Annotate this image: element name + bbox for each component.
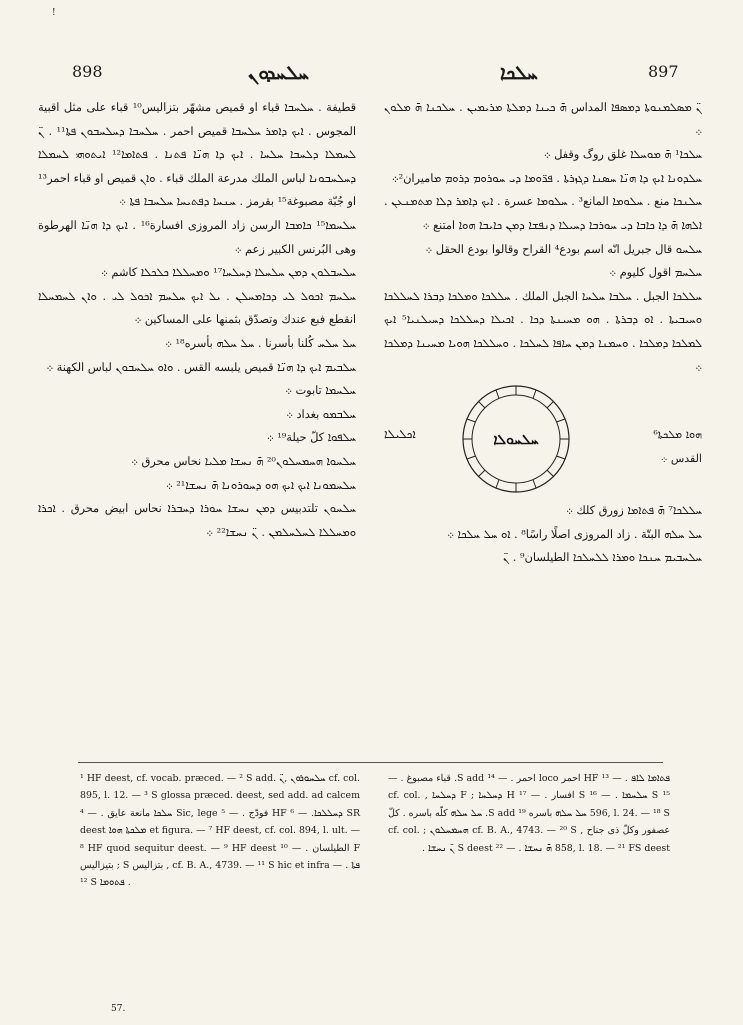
page-number-right: 897	[648, 62, 679, 81]
entry: ܚܠܚܡ ܐܟܘܠ ܠܝ ܕܟܐܡܚܠܢ . ܝܠ ܐܝܟ ܚܠܚܡ ܐܟܘܠ ܠܝ . ܘܐܢ ܠܚܡܚܠܐ انقطع فبع عندك وتصدّق بثمنها على المساكين ܀	[38, 289, 356, 327]
entry: ܚܠܚܡܐ تابوت ܀	[285, 384, 356, 398]
circular-seal-figure	[460, 383, 572, 495]
entry: ܚܠܚܡܐ¹⁵ ܟܐܡܒܐ الرسن زاد المروزى افسارة¹⁶ . ܐܝܟ ܕܐ ܗܢ̈ܐ الهرطوة وهى البُرنس الكبير زعم ܀	[38, 218, 356, 256]
entry: ܚܠܚܡܘܢܐ ܐܝܟ ܐܝܟ ܗܘ ܕܚܘܪܘܢܐ ܗ̄ ܢܚܫܐ²¹ ܀	[165, 478, 356, 492]
entry: ܚܠ ܚܠܚ كُلنا بأسرنا . ܚܠ ܚܠܗ بأسره¹⁸ ܀	[165, 336, 356, 350]
page-number-left: 898	[72, 62, 103, 81]
entry: ܚܠܕܘܢܐ ܐܝܟ ܕܐ ܗܢ̈ܐ ܚܣܢܐ ܕܓܙܪܬܐ . ܦܪ̈ܘܡܐ ܕܝ ܚܘܪܘܡ ܕܪܘܡ ܡاميران²܀	[391, 171, 702, 185]
entry: ܚܠܠܟܐ⁷ ܗ̄ ܦܬܐܡܐ زورق كلك ܀	[566, 504, 702, 518]
column-897	[384, 96, 702, 570]
footnotes-right: ܦܬܐܡܐ ܠܐܦ . — ¹³ HF احمر loco احمر . — ¹⁴ S add. قباء مصبوغ . — ¹⁵ S ܚܠܚܡܐ . — ¹⁶ S افسار . — ¹⁷ H ܕܚܠܚܐ ; F ܕܚܠܚܐ , cf. col. 596, l. 24. — ¹⁸ S ܚܠ ܚܠܗ باسره ¹⁹ S add. ܚܠ ܚܠܗ كلّه باسره . كلّ عصفور وكلّ ذى جناح , cf. B. A., 4743. — ²⁰ S ܗܚܡܚܠܘܢ ; cf. col. 858, l. 18. — ²¹ FS deest ܗ̄ ܢܚܫܐ . — ²² S deest ܢ̈ ܢܚܫܐ .	[388, 773, 671, 854]
seal-caption-line: القدس ܀	[660, 451, 702, 465]
margin-mark: !	[52, 8, 56, 18]
entry: ܚܠܒܝܡ ܐܝܟ ܕܐ ܗܢ̈ܐ قميص يلبسه القس . ܘܐܘ ܚܠܚܒܘܢ لباس الكهنة ܀	[46, 360, 356, 374]
entry: ܚܠܚܘܢ تلتدبيس ܕܡܢ ܢܚܫܐ ܚܘܪܐ ܕܚܒܪܐ نحاس ابيض محرق . ܐܟܪܐ ܘܡܚܠܠܐ ܠܚܠܚܠܡܢ . ܢ̈ ܢܚܫܐ²² ܀	[38, 502, 356, 539]
entry: قطيفة . ܚܠܚܒܐ قباء او قميص مشهّر بتزاليس¹⁰ قباء على مثل اقبية المجوس . ܐܝܟ ܕܐܡܪ ܚܠܚܒܐ قميص احمر . ܚܠܚܒܐ ܕܚܠܚܒܘܢ ܦܬܐ¹¹ . ܢ̈ ܠܚܡܠܐ ܕܠܚܒܐ ܚܠܚܐ . ܐܝܟ ܕܐ ܗܢ̈ܐ ܦܬܢܐ . ܦܬܐܡܐ¹² ܐܝܬܘܗܝ ܠܚܡܠܐ ܕܚܠܚܒܘܢܐ لباس الملك مدرعة الملك قباء . ܘܐܢ قميص او قباء احمر¹³ او جُبّة مصبوغة¹⁵ بقرمز . ܚܢܚܐ ܕܦܬܝܚܐ ܚܠܚܒܐ ܦܬܐ ܀	[38, 101, 356, 209]
entry: ܚܠܢܟܐ منع . ܚܠܘܡܐ المانع³ . ܚܠܘܡܐ عسرة . ܐܝܟ ܕܐܡܪ ܕܠܐ ܡܬܡܢܥܢ . ܐܠܗܐ ܗ̄ ܕܐ ܟܐܒܐ ܕܝ ܚܘܪܒܐ ܕܚܝܠܐ ܕܢܦܫܐ ܕܡܢ ܟܐܝܒܐ ܗܘܐ امتنع ܀	[384, 195, 702, 232]
running-title-right: ܚܠܟܐ	[500, 62, 538, 84]
entry: ܢ̈ ܡܣܠܡܢܘܬܐ ܕܡܣܦܐ المداس ܗ̄ ܟܝܢܐ ܕܡܠܬܐ ܡܪܝܡܝܢ . ܚܠܟܢܐ ܗ̄ ܡܠܘܢ ܀	[384, 101, 702, 138]
printer-signature: 57.	[111, 1004, 126, 1014]
running-title-left: ܚܠܚܕܘܢ	[248, 62, 309, 84]
footnotes-left: ¹ HF deest, cf. vocab. præced. — ² S add. ܚܠܚܘܪܘܢ ,ܢ̈ cf. col. 895, l. 12. — ³ S glossa præced. deest, sed add. ad calcem ܚܠܟܐ مانعة عايق . — ⁴ Sic, lege فودّج . — ⁵ HF ܕܚܠܠܟܐ. — ⁶ SR deest ܡܠܟܬܐ ܗܘܐ et figura. — ⁷ HF deest, cf. col. 894, l. ult. — ⁸ HF quod sequitur deest. — ⁹ HF deest الطيلسان . — ¹⁰ F بتيزاليس ; S بتزاليس , cf. B. A., 4739. — ¹¹ S hic et infra ܦܬܐ . — ¹² S ܦܬܘܡܐ .	[80, 773, 361, 889]
footnote-rule	[78, 762, 663, 763]
seal-figure-area	[384, 379, 702, 499]
seal-caption-line: ܗܘܐ ܡܠܟܬܐ⁶	[653, 428, 702, 442]
column-898	[38, 96, 356, 544]
entry: ܚܠܚܒܠܘܢ ܕܡܢ ܚܠܚܠܐ ܕܚܠܚܐ¹⁷ ܘܡܚܠܠܐ ܟܠܟܠܐ كاشم ܀	[100, 266, 356, 280]
entry: ܚܠܚܒܝܡ ܚܢܟܐ ܘܡܪܐ ܠܠܚܠܟܐ الطيلسان⁹ . ܢ̈	[503, 551, 702, 565]
entry: ܚܠܚܡ اقول كليوم ܀	[609, 266, 702, 280]
seal-caption-right	[622, 423, 702, 470]
entry: ܚܠ ܚܠܗ البتّة . زاد المروزى اصلًا راسًا⁸ . ܐܘ ܚܠ ܚܠܟܐ ܀	[447, 527, 702, 541]
seal-caption-left: ܐܟܠܝܠܐ	[384, 427, 416, 442]
entry: ܚܠܟܐ¹ ܗ̄ ܡܘܚܠܐ غلق روﮒ وقفل ܀	[543, 148, 702, 162]
entry: ܚܠܠܟܐ الجبل . ܚܠܒܐ ܚܠܚܐ الجبل الملك . ܚܠܠܟܐ ܘܡܠܟܐ ܕܒܪܐ ܠܚܠܠܟܐ ܘܚܝܒܝܬܐ . ܐܘ ܕܒܪܬܐ . ܗܘ ܡܚܝܢܬܐ ܕܟܐ . ܐܟܝܠܐ ܕܚܠܠܟܐ ܕܚܝܠܢܝܐ⁵ ܐܝܟ ܠܡܠܟܐ ܕܡܠܟܐ . ܘܚܡܢܐ ܕܡܢ ܚܐܦܐ ܠܚܠܟܐ . ܘܚܠܠܟܐ ܗܘܝܐ ܡܚܝܢܐ ܕܡܠܟܐ ܀	[384, 289, 702, 374]
entry: ܚܠܚܘܐ ܗܚܡܚܠܘܢ²⁰ ܗ̄ ܢܚܫܐ ܡܠܝܐ نحاس محرق ܀	[131, 454, 356, 468]
seal-center-text: ܚܠܚܘܠܐ	[493, 432, 539, 449]
entry: ܚܠܦܘܐ كلّ حيلة¹⁹ ܀	[266, 431, 356, 445]
entry: ܚܠܚܘ قال جبريل انّه اسم بودع⁴ القراح وقالوا بودع الحقل ܀	[425, 242, 702, 256]
entry: ܚܠܒܡܘ بغداد ܀	[286, 407, 356, 421]
